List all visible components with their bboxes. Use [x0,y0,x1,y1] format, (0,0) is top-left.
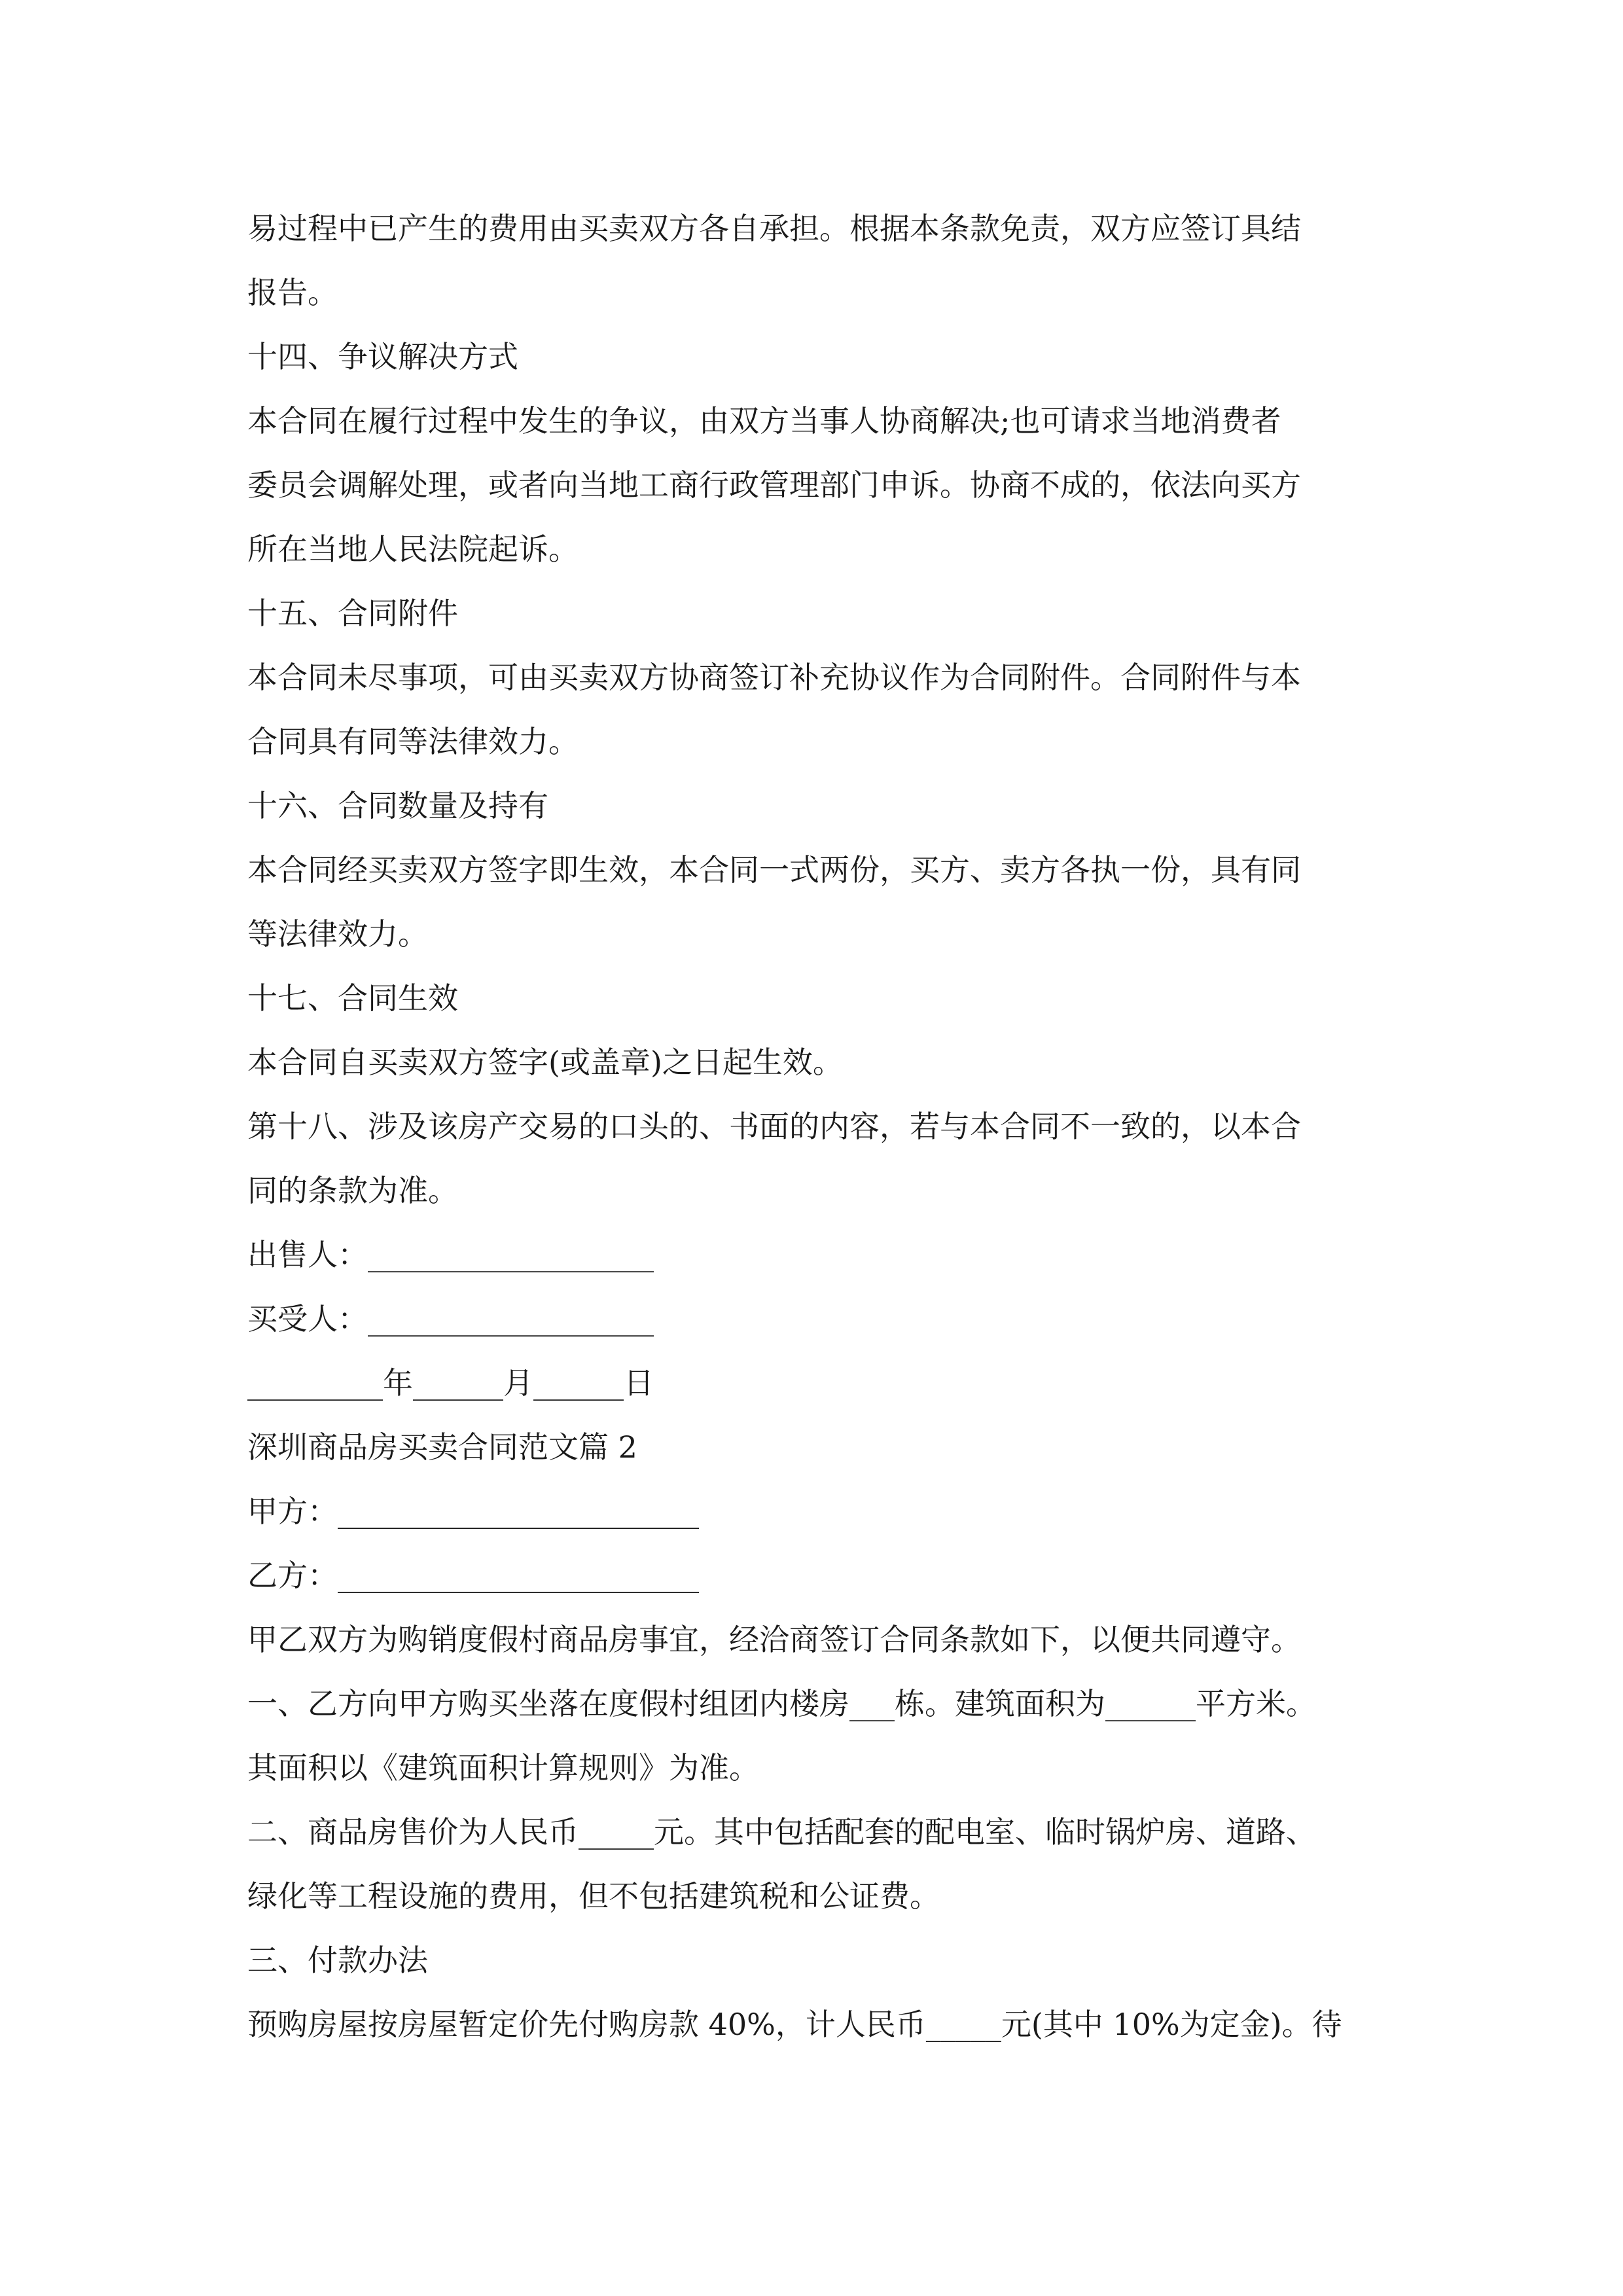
text-line: 合同具有同等法律效力。 [247,724,579,759]
party-a-line: 甲方：________________________ [247,1494,699,1529]
text-line: 绿化等工程设施的费用，但不包括建筑税和公证费。 [247,1878,940,1914]
text-line: 所在当地人民法院起诉。 [247,531,579,567]
seller-signature-line: 出售人：___________________ [247,1237,654,1272]
contract-text [247,196,1386,2056]
section-heading: 十七、合同生效 [247,980,458,1016]
text-line: 本合同自买卖双方签字(或盖章)之日起生效。 [247,1045,843,1080]
section-heading: 十六、合同数量及持有 [247,788,548,823]
text-line: 二、商品房售价为人民币_____元。其中包括配套的配电室、临时锅炉房、道路、 [247,1814,1316,1850]
text-line: 报告。 [247,275,338,310]
text-line: 其面积以《建筑面积计算规则》为准。 [247,1750,759,1785]
text-line: 等法律效力。 [247,916,428,952]
document-title: 深圳商品房买卖合同范文篇 2 [247,1429,637,1465]
text-line: 委员会调解处理，或者向当地工商行政管理部门申诉。协商不成的，依法向买方 [247,467,1301,503]
text-line: 同的条款为准。 [247,1173,458,1208]
text-line: 第十八、涉及该房产交易的口头的、书面的内容，若与本合同不一致的，以本合 [247,1109,1301,1144]
text-line: 易过程中已产生的费用由买卖双方各自承担。根据本条款免责，双方应签订具结 [247,211,1301,246]
date-line: _________年______月______日 [247,1365,654,1401]
text-line: 一、乙方向甲方购买坐落在度假村组团内楼房___栋。建筑面积为______平方米。 [247,1686,1316,1721]
text-line: 本合同未尽事项，可由买卖双方协商签订补充协议作为合同附件。合同附件与本 [247,660,1301,695]
text-line: 本合同经买卖双方签字即生效，本合同一式两份，买方、卖方各执一份，具有同 [247,852,1301,888]
text-line: 预购房屋按房屋暂定价先付购房款 40%，计人民币_____元(其中 10%为定金)。待 [247,2007,1342,2042]
party-b-line: 乙方：________________________ [247,1558,699,1593]
section-heading: 三、付款办法 [247,1943,428,1978]
text-line: 甲乙双方为购销度假村商品房事宜，经洽商签订合同条款如下，以便共同遵守。 [247,1622,1301,1657]
buyer-signature-line: 买受人：___________________ [247,1301,654,1336]
section-heading: 十五、合同附件 [247,596,458,631]
section-heading: 十四、争议解决方式 [247,339,518,374]
text-line: 本合同在履行过程中发生的争议，由双方当事人协商解决;也可请求当地消费者 [247,403,1281,439]
